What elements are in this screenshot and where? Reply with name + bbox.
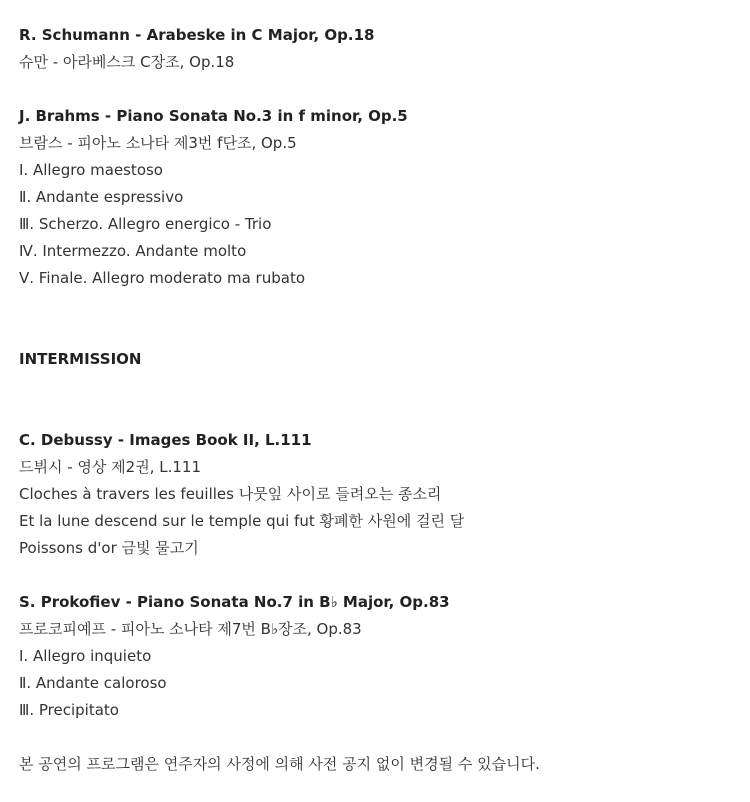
piece-korean-title: 슈만 - 아라베스크 C장조, Op.18 (19, 53, 235, 71)
intermission-label: INTERMISSION (19, 350, 142, 368)
movement-3: Ⅲ. Scherzo. Allegro energico - Trio (19, 215, 272, 233)
program-change-notice: 본 공연의 프로그램은 연주자의 사정에 의해 사전 공지 없이 변경될 수 있습니다. (19, 755, 540, 773)
movement-3: Poissons d'or 금빛 물고기 (19, 539, 199, 557)
movement-3: Ⅲ. Precipitato (19, 701, 119, 719)
piece-korean-title: 드뷔시 - 영상 제2권, L.111 (19, 458, 201, 476)
piece-schumann (19, 22, 750, 76)
piece-debussy (19, 427, 750, 562)
piece-title: C. Debussy - Images Book II, L.111 (19, 431, 312, 449)
movement-1: Ⅰ. Allegro maestoso (19, 161, 163, 179)
movement-5: Ⅴ. Finale. Allegro moderato ma rubato (19, 269, 306, 287)
piece-korean-title: 프로코피예프 - 피아노 소나타 제7번 B♭장조, Op.83 (19, 620, 362, 638)
piece-title: S. Prokofiev - Piano Sonata No.7 in B♭ Major, Op.83 (19, 593, 450, 611)
piece-title: R. Schumann - Arabeske in C Major, Op.18 (19, 26, 375, 44)
piece-prokofiev (19, 589, 750, 724)
piece-brahms (19, 103, 750, 292)
piece-title: J. Brahms - Piano Sonata No.3 in f minor, Op.5 (19, 107, 408, 125)
movement-2: Ⅱ. Andante espressivo (19, 188, 184, 206)
movement-4: Ⅳ. Intermezzo. Andante molto (19, 242, 247, 260)
piece-korean-title: 브람스 - 피아노 소나타 제3번 f단조, Op.5 (19, 134, 297, 152)
movement-1: Cloches à travers les feuilles 나뭇잎 사이로 들려오는 종소리 (19, 485, 442, 503)
movement-2: Ⅱ. Andante caloroso (19, 674, 167, 692)
movement-1: Ⅰ. Allegro inquieto (19, 647, 152, 665)
movement-2: Et la lune descend sur le temple qui fut 황폐한 사원에 걸린 달 (19, 512, 465, 530)
intermission-section (19, 319, 750, 427)
